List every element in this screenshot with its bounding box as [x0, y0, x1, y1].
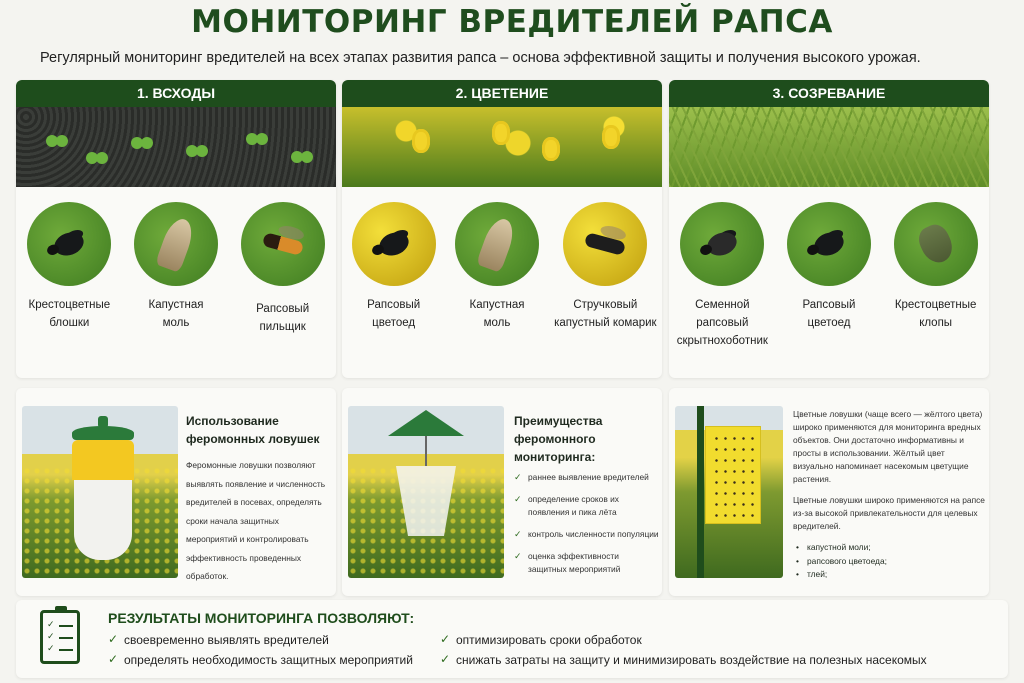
pest-name: цветоед: [807, 317, 851, 329]
pest-item: [550, 202, 660, 332]
result-item: ✓ своевременно выявлять вредителей: [108, 633, 329, 647]
pheromone-trap-photo: [22, 406, 178, 578]
flea-beetle-icon: [27, 202, 111, 286]
list-item: ✓ определение сроков их появления и пика лёта: [514, 493, 659, 519]
ripening-photo: [669, 107, 989, 187]
pest-name: Крестоцветные: [28, 299, 111, 311]
list-item: • рапсового цветоеда;: [793, 555, 985, 569]
page-subtitle: Регулярный мониторинг вредителей на всех этапах развития рапса – основа эффективной защиты и получения высокого урожая.: [40, 50, 921, 66]
midge-icon: [563, 202, 647, 286]
pollen-beetle-icon: [787, 202, 871, 286]
pest-name: Рапсовый: [367, 299, 421, 311]
funnel-trap-photo: [348, 406, 504, 578]
list-item: • тлей;: [793, 568, 985, 582]
pest-item: [779, 202, 879, 350]
seedlings-photo: [16, 107, 336, 187]
card-body: Цветные ловушки (чаще всего — жёлтого цвета) широко применяются для мониторинга вредных объектов. Они достаточно информативны и просты в использовании. Жёлтый цвет визуально напоминает насекомым цветущие растения.: [793, 409, 983, 484]
result-item: ✓ определять необходимость защитных мероприятий: [108, 653, 413, 667]
color-traps-card: [669, 388, 989, 596]
flowering-photo: [342, 107, 662, 187]
clipboard-checklist-icon: [40, 610, 80, 664]
pest-name: Рапсовый: [256, 303, 310, 315]
pest-item: [19, 202, 119, 336]
target-pests-list: [793, 541, 985, 582]
stage-title: 1. ВСХОДЫ: [16, 80, 336, 107]
list-item: ✓ раннее выявление вредителей: [514, 471, 659, 484]
list-item: ✓ контроль численности популяции: [514, 528, 659, 541]
pest-name: клопы: [919, 317, 953, 329]
stage-title: 3. СОЗРЕВАНИЕ: [669, 80, 989, 107]
pollen-beetle-icon: [352, 202, 436, 286]
card-body: Феромонные ловушки позволяют выявлять появление и численность вредителей в посевах, определять сроки начала защитных мероприятий и контролировать эффективность проведенных обработок.: [186, 460, 326, 581]
shield-bug-icon: [894, 202, 978, 286]
pest-name: цветоед: [372, 317, 416, 329]
results-title: РЕЗУЛЬТАТЫ МОНИТОРИНГА ПОЗВОЛЯЮТ:: [108, 610, 415, 626]
moth-icon: [455, 202, 539, 286]
stage-card-ripening: [669, 80, 989, 378]
pest-name: рапсовый: [696, 317, 749, 329]
stage-title: 2. ЦВЕТЕНИЕ: [342, 80, 662, 107]
card-title: феромонного мониторинга:: [514, 432, 596, 464]
pheromone-benefits-card: [342, 388, 662, 596]
result-item: ✓ оптимизировать сроки обработок: [440, 633, 642, 647]
pest-name: блошки: [49, 317, 90, 329]
pest-name: Капустная: [469, 299, 525, 311]
pest-name: моль: [483, 317, 511, 329]
pest-item: [447, 202, 547, 332]
pest-name: капустный комарик: [554, 317, 657, 329]
pest-item: [126, 202, 226, 336]
card-title: Использование: [186, 414, 279, 428]
pest-name: пильщик: [259, 321, 306, 333]
result-item: ✓ снижать затраты на защиту и минимизировать воздействие на полезных насекомых: [440, 653, 927, 667]
sawfly-icon: [241, 202, 325, 286]
pest-name: Стручковый: [573, 299, 638, 311]
pheromone-traps-card: [16, 388, 336, 596]
list-item: • капустной моли;: [793, 541, 985, 555]
list-item: ✓ оценка эффективности защитных мероприятий: [514, 550, 659, 576]
pest-item: [233, 202, 333, 336]
page-title: МОНИТОРИНГ ВРЕДИТЕЛЕЙ РАПСА: [191, 4, 833, 40]
weevil-icon: [680, 202, 764, 286]
pest-item: [672, 202, 772, 350]
pest-name: моль: [162, 317, 190, 329]
pest-name: Капустная: [148, 299, 204, 311]
pest-name: Крестоцветные: [894, 299, 977, 311]
card-body: Цветные ловушки широко применяются на рапсе из-за высокой привлекательности для целевых вредителей.: [793, 495, 985, 531]
pest-name: Семенной: [695, 299, 750, 311]
pest-name: скрытнохоботник: [676, 335, 768, 347]
card-title: Преимущества: [514, 414, 603, 428]
stage-card-sprouting: [16, 80, 336, 378]
results-panel: [16, 600, 1008, 678]
benefits-list: [514, 471, 659, 576]
pest-item: [886, 202, 986, 350]
stage-card-flowering: [342, 80, 662, 378]
card-title: феромонных ловушек: [186, 432, 320, 446]
moth-icon: [134, 202, 218, 286]
pest-name: Рапсовый: [802, 299, 856, 311]
pest-item: [344, 202, 444, 332]
yellow-sticky-trap-photo: [675, 406, 783, 578]
